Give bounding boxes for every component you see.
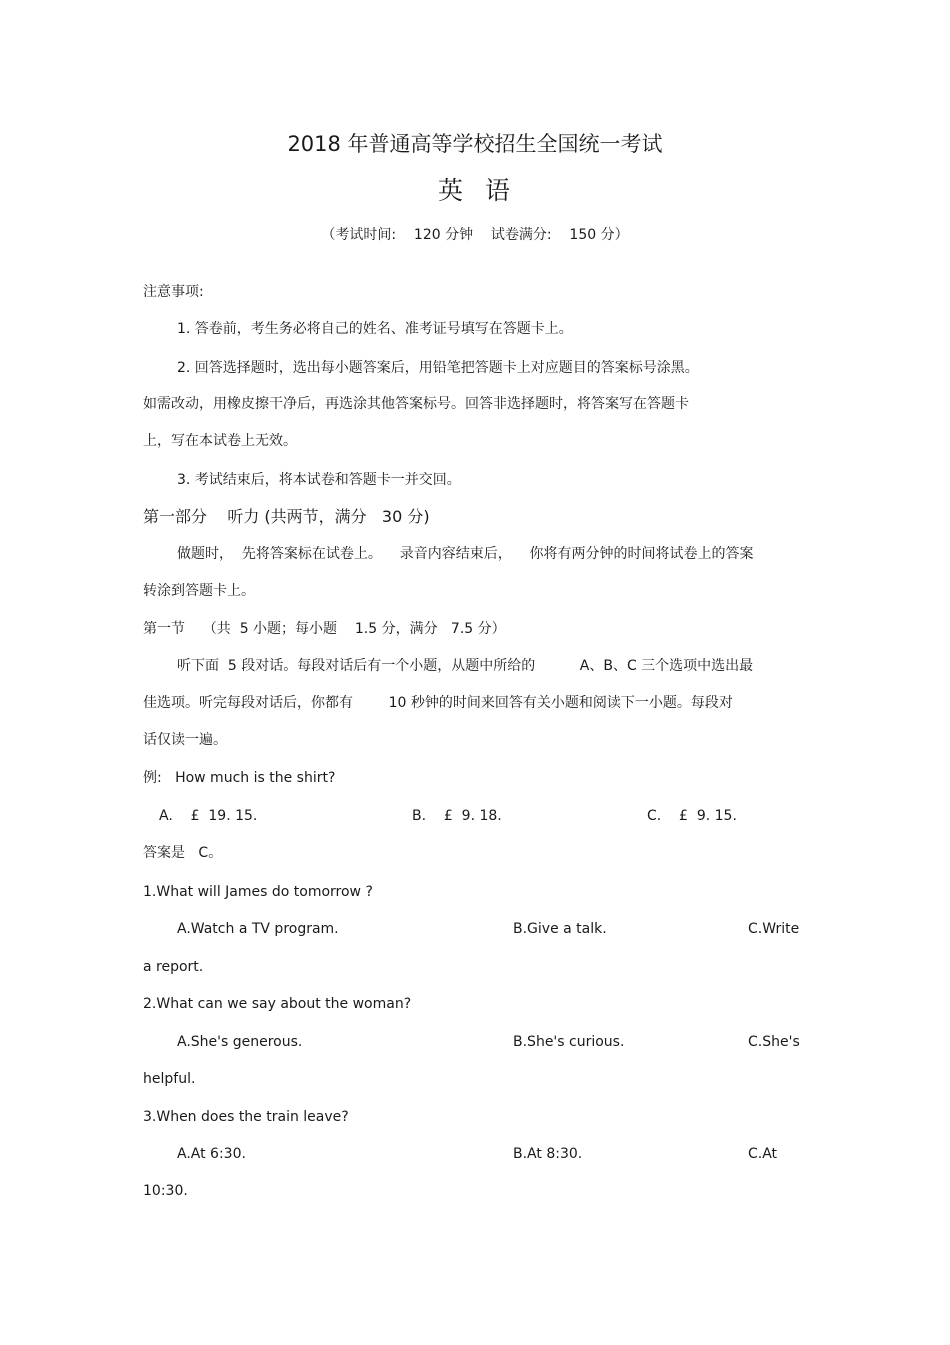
note-item-2-line-1: 2. 回答选择题时，选出每小题答案后，用铅笔把答题卡上对应题目的答案标号涂黑。 — [177, 360, 699, 376]
question-option-c-continued: a report. — [143, 959, 204, 975]
question-stem: 1.What will James do tomorrow ? — [143, 884, 373, 900]
note-item-2-line-2: 如需改动，用橡皮擦干净后，再选涂其他答案标号。回答非选择题时，将答案写在答题卡 — [143, 396, 689, 412]
question-option-b: B.At 8:30. — [513, 1146, 583, 1162]
part1-intro-line-2: 转涂到答题卡上。 — [143, 583, 255, 599]
question-option-a: A.At 6:30. — [177, 1146, 246, 1162]
question-option-c: C.At — [748, 1146, 778, 1162]
example-option-b: B. £ 9. 18. — [412, 808, 502, 824]
question-option-c-continued: helpful. — [143, 1071, 196, 1087]
part1-heading: 第一部分 听力 (共两节，满分 30 分) — [143, 507, 430, 526]
question-option-a: A.Watch a TV program. — [177, 921, 339, 937]
note-item-3: 3. 考试结束后，将本试卷和答题卡一并交回。 — [177, 472, 461, 488]
question-stem: 3.When does the train leave? — [143, 1109, 349, 1125]
section1-heading: 第一节 （共 5 小题；每小题 1.5 分，满分 7.5 分） — [143, 621, 506, 637]
example-option-c: C. £ 9. 15. — [647, 808, 737, 824]
question-option-b: B.Give a talk. — [513, 921, 607, 937]
exam-info: （考试时间: 120 分钟 试卷满分: 150 分） — [321, 227, 629, 243]
notes-heading: 注意事项: — [143, 284, 204, 300]
example-question: 例: How much is the shirt? — [143, 770, 336, 786]
example-answer: 答案是 C。 — [143, 845, 223, 861]
exam-title: 2018 年普通高等学校招生全国统一考试 — [287, 132, 663, 156]
question-option-c-continued: 10:30. — [143, 1183, 188, 1199]
part1-intro-line-1: 做题时， 先将答案标在试卷上。 录音内容结束后， 你将有两分钟的时间将试卷上的答案 — [177, 546, 754, 562]
section1-instruction-line-1: 听下面 5 段对话。每段对话后有一个小题，从题中所给的 A、B、C 三个选项中选出最 — [177, 658, 754, 674]
question-option-b: B.She's curious. — [513, 1034, 625, 1050]
question-option-a: A.She's generous. — [177, 1034, 303, 1050]
subject-title: 英 语 — [438, 176, 512, 205]
question-stem: 2.What can we say about the woman? — [143, 996, 412, 1012]
example-option-a: A. £ 19. 15. — [159, 808, 258, 824]
note-item-1: 1. 答卷前，考生务必将自己的姓名、准考证号填写在答题卡上。 — [177, 321, 573, 337]
question-option-c: C.Write — [748, 921, 800, 937]
question-option-c: C.She's — [748, 1034, 800, 1050]
section1-instruction-line-2: 佳选项。听完每段对话后，你都有 10 秒钟的时间来回答有关小题和阅读下一小题。每段对 — [143, 695, 733, 711]
note-item-2-line-3: 上，写在本试卷上无效。 — [143, 433, 297, 449]
section1-instruction-line-3: 话仅读一遍。 — [143, 732, 227, 748]
